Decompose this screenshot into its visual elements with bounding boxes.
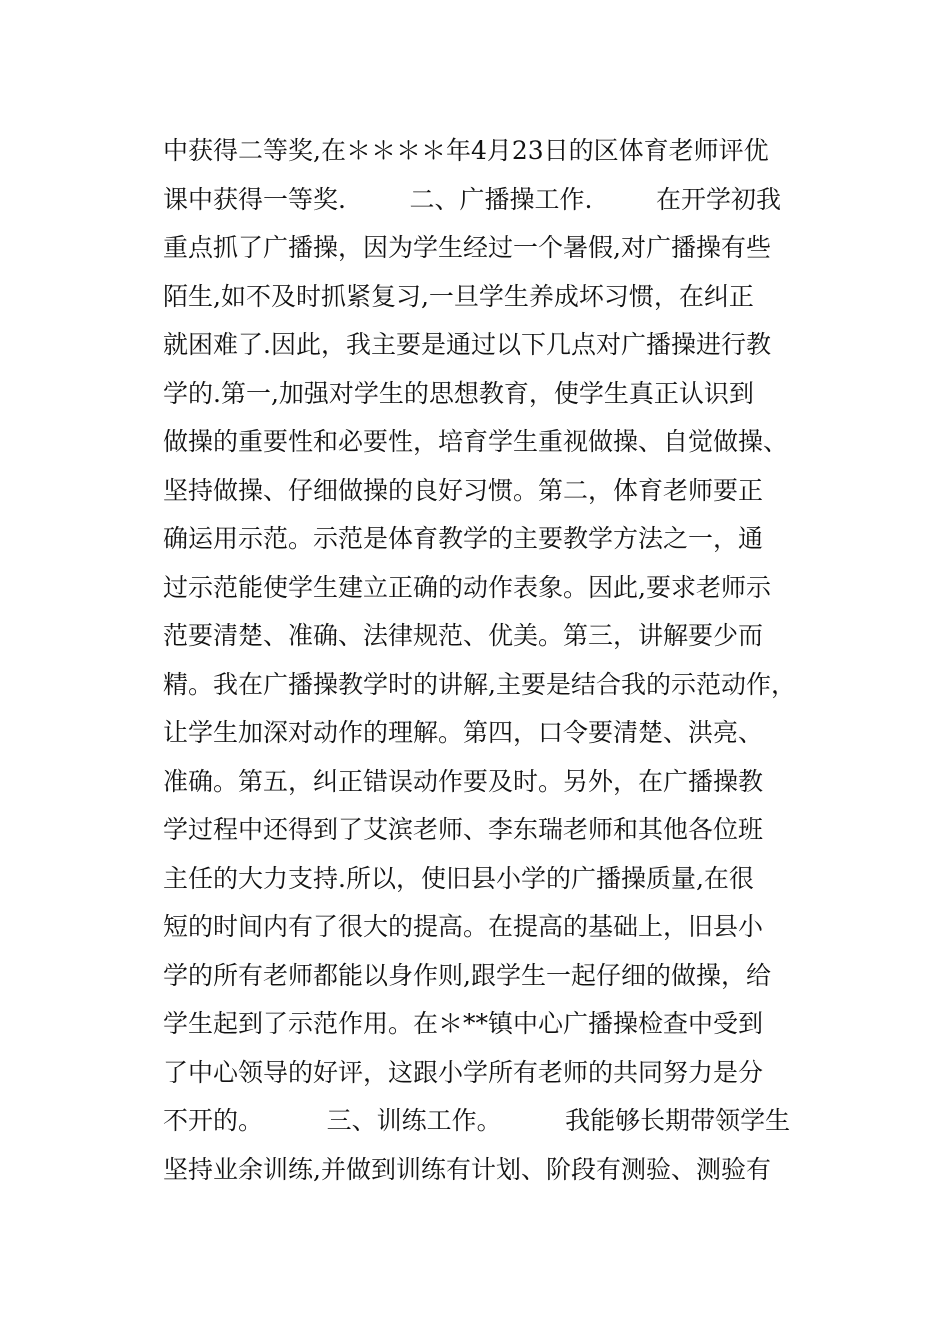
- text-line: 学生起到了示范作用。在＊**镇中心广播操检查中受到: [163, 1009, 764, 1038]
- text-line: 过示范能使学生建立正确的动作表象。因此,要求老师示: [163, 572, 771, 602]
- text-line: 短的时间内有了很大的提高。在提高的基础上，旧县小: [163, 912, 764, 941]
- text-line: 就困难了.因此，我主要是通过以下几点对广播操进行教: [163, 330, 771, 359]
- text-line: 了中心领导的好评，这跟小学所有老师的共同努力是分: [163, 1057, 764, 1087]
- text-line: 主任的大力支持.所以，使旧县小学的广播操质量,在很: [163, 863, 754, 893]
- text-line: 陌生,如不及时抓紧复习,一旦学生养成坏习惯，在纠正: [163, 281, 754, 311]
- text-line: 重点抓了广播操，因为学生经过一个暑假,对广播操有些: [163, 233, 771, 262]
- text-line: 确运用示范。示范是体育教学的主要教学方法之一，通: [163, 524, 764, 553]
- text-line: 精。我在广播操教学时的讲解,主要是结合我的示范动作，: [163, 669, 796, 699]
- text-line: 坚持做操、仔细做操的良好习惯。第二，体育老师要正: [163, 475, 764, 505]
- text-line: 学的.第一,加强对学生的思想教育，使学生真正认识到: [163, 378, 754, 408]
- text-line: 课中获得一等奖. 二、广播操工作. 在开学初我: [163, 184, 782, 214]
- text-line: 学的所有老师都能以身作则,跟学生一起仔细的做操，给: [163, 960, 771, 990]
- text-line: 让学生加深对动作的理解。第四，口令要清楚、洪亮、: [163, 718, 764, 747]
- text-line: 准确。第五，纠正错误动作要及时。另外，在广播操教: [163, 766, 764, 796]
- body-text: [163, 127, 813, 1194]
- text-line: 坚持业余训练,并做到训练有计划、阶段有测验、测验有: [163, 1154, 771, 1184]
- text-line: 学过程中还得到了艾滨老师、李东瑞老师和其他各位班: [163, 815, 764, 844]
- text-line: 范要清楚、准确、法律规范、优美。第三，讲解要少而: [163, 621, 764, 650]
- text-line: 做操的重要性和必要性，培育学生重视做操、自觉做操、: [163, 427, 789, 456]
- text-line: 不开的。 三、训练工作。 我能够长期带领学生: [163, 1106, 791, 1135]
- text-line: 中获得二等奖,在＊＊＊＊年4月23日的区体育老师评优: [163, 136, 769, 165]
